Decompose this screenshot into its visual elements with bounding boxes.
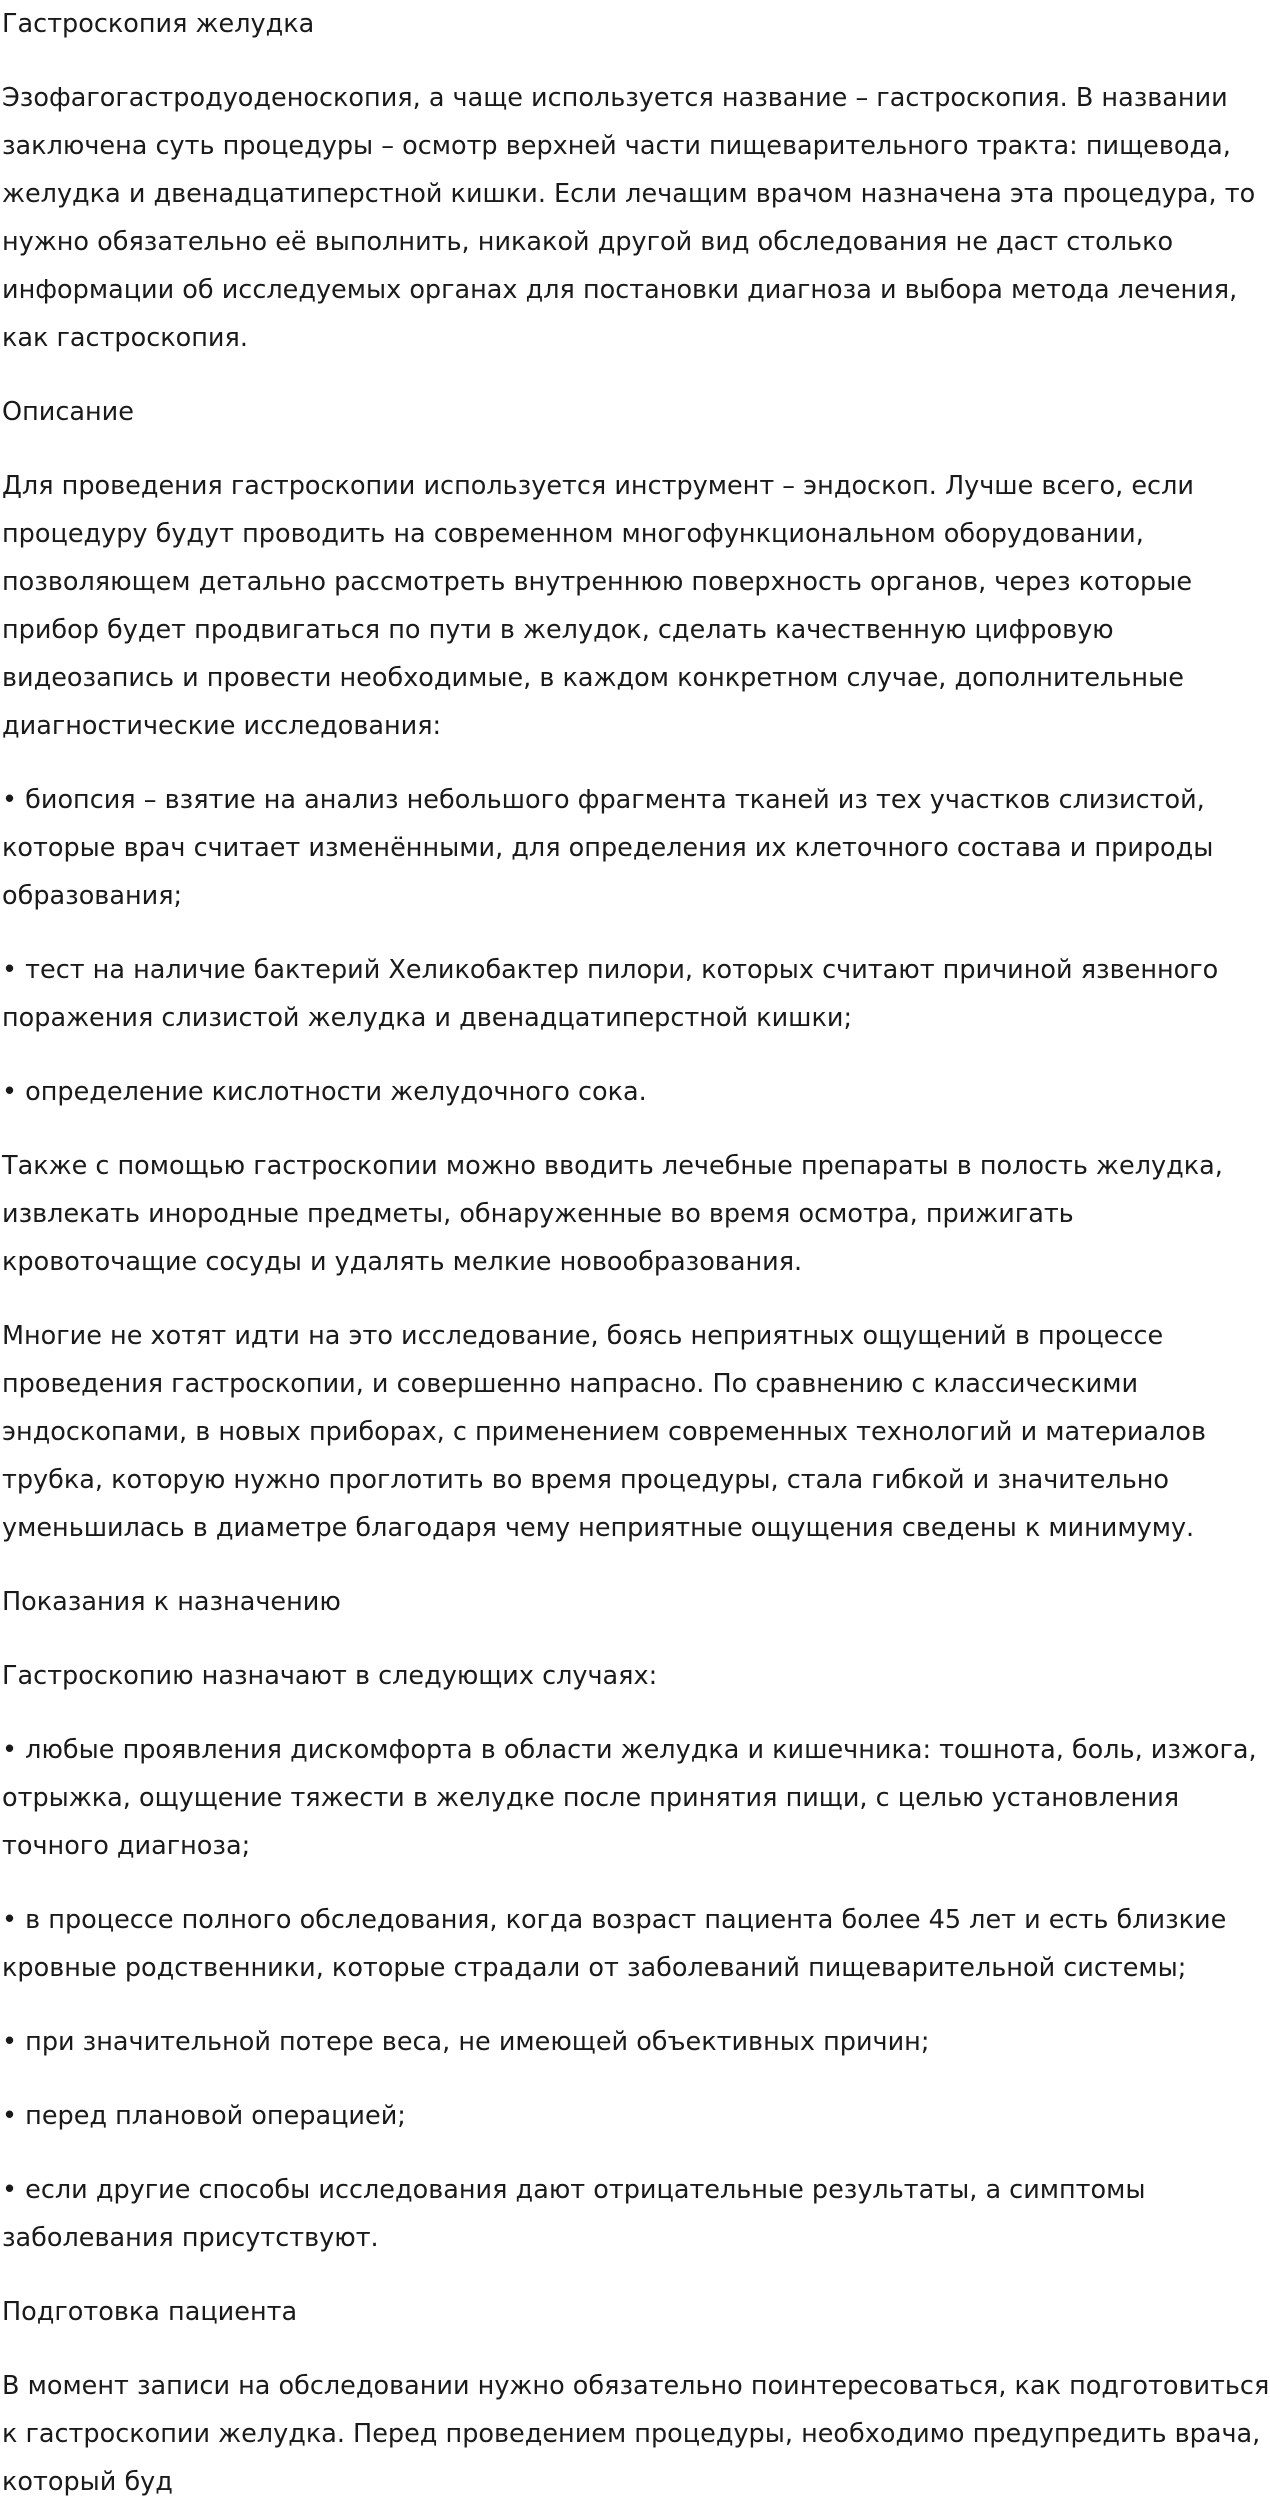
description-paragraph: Для проведения гастроскопии используется инструмент – эндоскоп. Лучше всего, если процедуру будут проводить на современном многофункциональном оборудовании, позволяющем детально рассмотреть внутреннюю поверхность органов, через которые прибор будет продвигаться по пути в желудок, сделать качественную цифровую видеозапись и провести необходимые, в каждом конкретном случае, дополнительные диагностические исследования: bbox=[2, 471, 1194, 741]
list-item-other-methods: • если другие способы исследования дают отрицательные результаты, а симптомы заболевания присутствуют. bbox=[2, 2175, 1146, 2253]
section-heading-preparation: Подготовка пациента bbox=[2, 2297, 298, 2327]
section-heading-description: Описание bbox=[2, 397, 134, 427]
intro-paragraph: Эзофагогастродуоденоскопия, а чаще используется название – гастроскопия. В названии заключена суть процедуры – осмотр верхней части пищеварительного тракта: пищевода, желудка и двенадцатиперстной кишки. Если лечащим врачом назначена эта процедура, то нужно обязательно её выполнить, никакой другой вид обследования не даст столько информации об исследуемых органах для постановки диагноза и выбора метода лечения, как гастроскопия. bbox=[2, 83, 1256, 353]
list-item-acidity: • определение кислотности желудочного сока. bbox=[2, 1077, 647, 1107]
treatment-paragraph: Также с помощью гастроскопии можно вводить лечебные препараты в полость желудка, извлекать инородные предметы, обнаруженные во время осмотра, прижигать кровоточащие сосуды и удалять мелкие новообразования. bbox=[2, 1151, 1223, 1277]
list-item-discomfort: • любые проявления дискомфорта в области желудка и кишечника: тошнота, боль, изжога, отрыжка, ощущение тяжести в желудке после принятия пищи, с целью установления точного диагноза; bbox=[2, 1735, 1257, 1861]
list-item-helicobacter-test: • тест на наличие бактерий Хеликобактер пилори, которых считают причиной язвенного поражения слизистой желудка и двенадцатиперстной кишки; bbox=[2, 955, 1219, 1033]
list-item-biopsy: • биопсия – взятие на анализ небольшого фрагмента тканей из тех участков слизистой, которые врач считает изменёнными, для определения их клеточного состава и природы образования; bbox=[2, 785, 1214, 911]
section-heading-indications: Показания к назначению bbox=[2, 1587, 341, 1617]
indications-intro: Гастроскопию назначают в следующих случаях: bbox=[2, 1661, 658, 1691]
comfort-paragraph: Многие не хотят идти на это исследование, боясь неприятных ощущений в процессе проведения гастроскопии, и совершенно напрасно. По сравнению с классическими эндоскопами, в новых приборах, с применением современных технологий и материалов трубка, которую нужно проглотить во время процедуры, стала гибкой и значительно уменьшилась в диаметре благодаря чему неприятные ощущения сведены к минимуму. bbox=[2, 1321, 1206, 1543]
document-title: Гастроскопия желудка bbox=[2, 9, 315, 39]
list-item-full-exam: • в процессе полного обследования, когда возраст пациента более 45 лет и есть близкие кровные родственники, которые страдали от заболеваний пищеварительной системы; bbox=[2, 1905, 1227, 1983]
list-item-weight-loss: • при значительной потере веса, не имеющей объективных причин; bbox=[2, 2027, 930, 2057]
list-item-before-surgery: • перед плановой операцией; bbox=[2, 2101, 406, 2131]
preparation-paragraph: В момент записи на обследовании нужно обязательно поинтересоваться, как подготовиться к гастроскопии желудка. Перед проведением процедуры, необходимо предупредить врача, который буд bbox=[2, 2371, 1270, 2497]
